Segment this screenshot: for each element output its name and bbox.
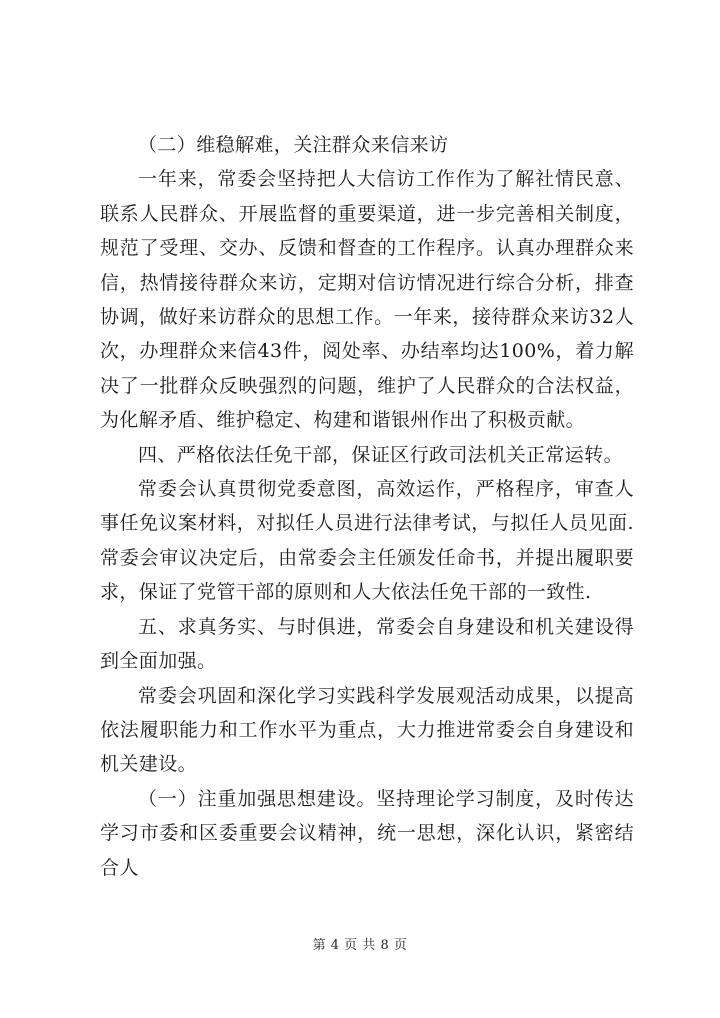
paragraph-ideological-building: （一）注重加强思想建设。坚持理论学习制度，及时传达学习市委和区委重要会议精神，统一思想，深化认识，紧密结合人 [100,787,634,879]
paragraph-petitions: 一年来，常委会坚持把人大信访工作作为了解社情民意、联系人民群众、开展监督的重要渠道，进一步完善相关制度，规范了受理、交办、反馈和督查的工作程序。认真办理群众来信，热情接待群众来访，定期对信访情况进行综合分析，排查协调，做好来访群众的思想工作。一年来，接待群众来访32人次，办理群众来信43件，阅处率、办结率均达100%，着力解决了一批群众反映强烈的问题，维护了人民群众的合法权益，为化解矛盾、维护稳定、构建和谐银州作出了积极贡献。 [100,168,634,432]
section-heading-petitions: （二）维稳解难，关注群众来信来访 [138,134,449,156]
page-number-footer: 第 4 页 共 8 页 [312,938,408,953]
section-heading-self-building: 五、求真务实、与时俱进，常委会自身建设和机关建设得到全面加强。 [100,615,634,673]
section-heading-appointments: 四、严格依法任免干部，保证区行政司法机关正常运转。 [138,443,624,466]
paragraph-appointments: 常委会认真贯彻党委意图，高效运作，严格程序，审查人事任免议案材料，对拟任人员进行法律考试，与拟任人员见面.常委会审议决定后，由常委会主任颁发任命书，并提出履职要求，保证了党管干部的原则和人大依法任免干部的一致性. [100,478,634,604]
paragraph-self-building: 常委会巩固和深化学习实践科学发展观活动成果，以提高依法履职能力和工作水平为重点，大力推进常委会自身建设和机关建设。 [100,684,634,776]
document-body [100,128,634,885]
